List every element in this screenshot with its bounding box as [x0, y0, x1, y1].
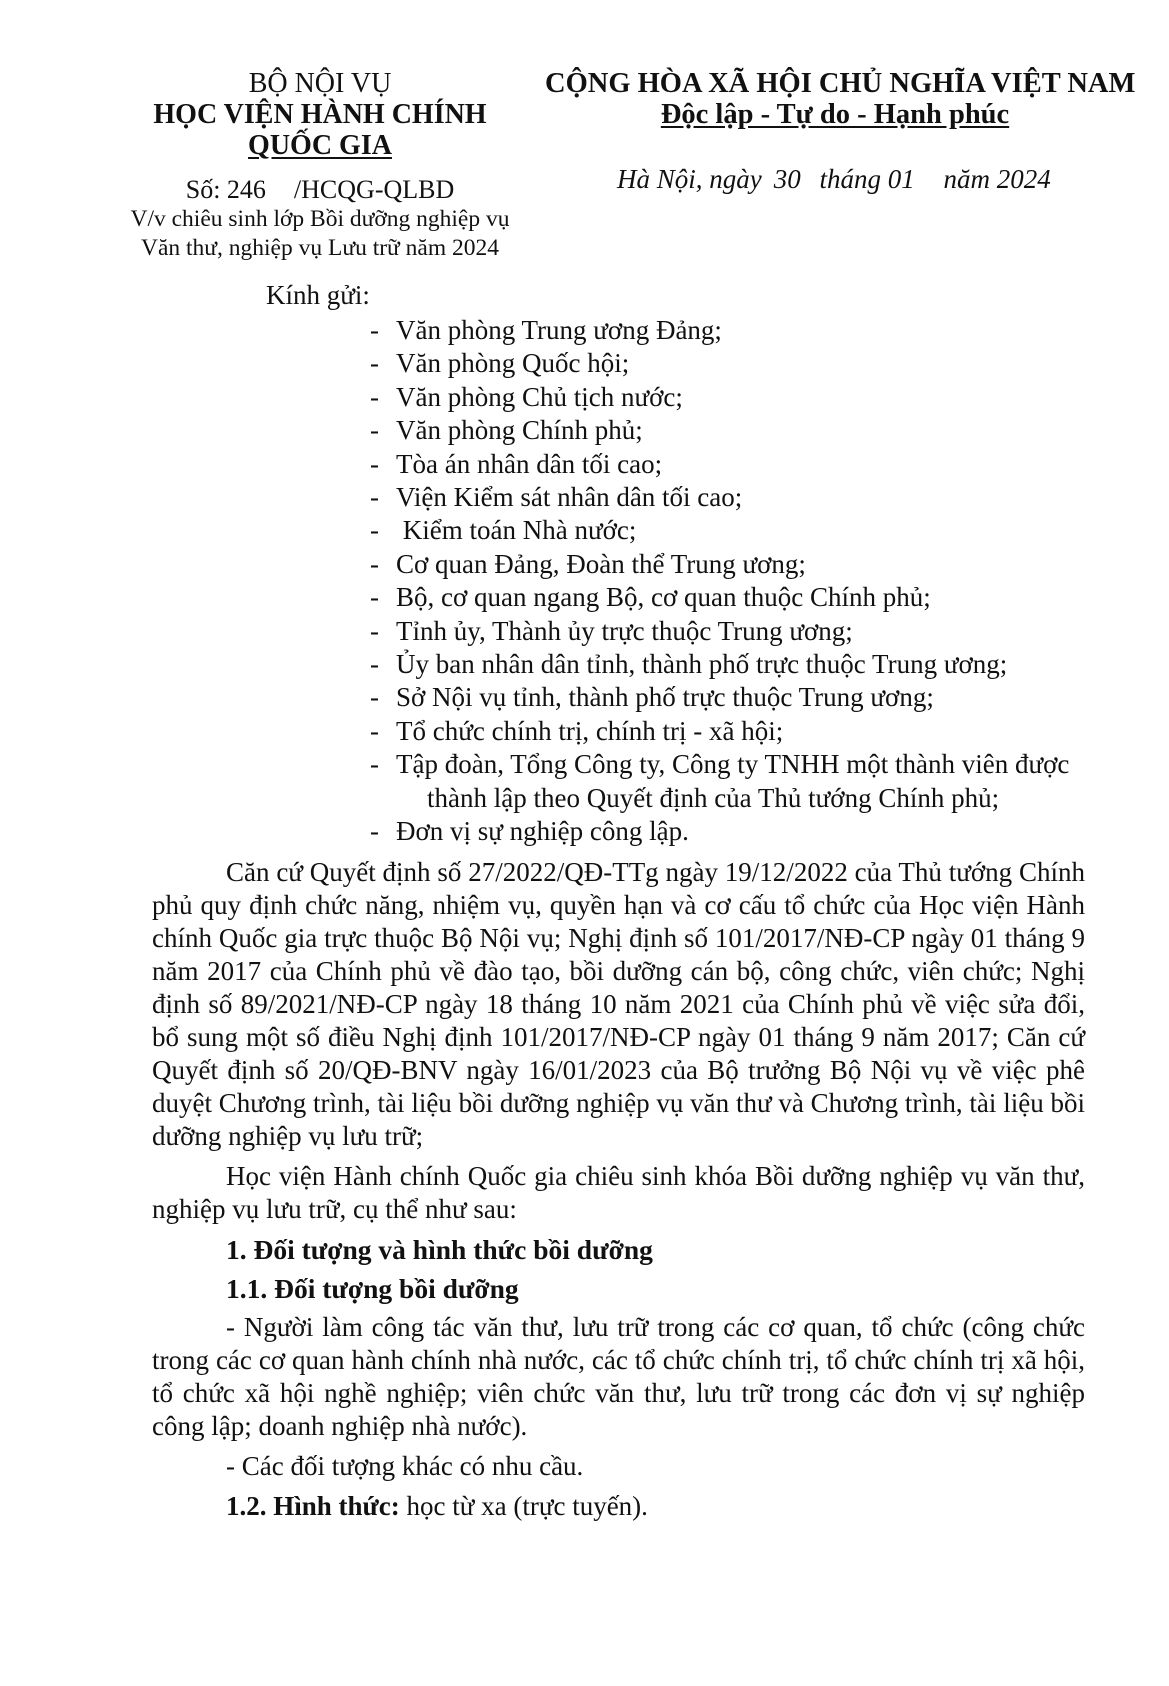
- recipient-item: - Kiểm toán Nhà nước;: [370, 515, 637, 546]
- section-heading-1: 1. Đối tượng và hình thức bồi dưỡng: [226, 1234, 653, 1265]
- training-form-text: học từ xa (trực tuyến).: [399, 1491, 648, 1521]
- agency-name-line2: QUỐC GIA: [248, 130, 392, 161]
- recipient-item: - Văn phòng Chính phủ;: [370, 415, 643, 446]
- ministry-name: BỘ NỘI VỤ: [248, 68, 392, 99]
- national-motto: [545, 99, 1125, 130]
- subject-line2: Văn thư, nghiệp vụ Lưu trữ năm 2024: [140, 235, 500, 261]
- recipient-item-continuation: thành lập theo Quyết định của Thủ tướng Chính phủ;: [427, 782, 1000, 813]
- announcement-paragraph: Học viện Hành chính Quốc gia chiêu sinh khóa Bồi dưỡng nghiệp vụ văn thư, nghiệp vụ lưu trữ, cụ thể như sau:: [152, 1161, 1085, 1224]
- number-label: Số:: [185, 175, 221, 204]
- motto-text: Độc lập - Tự do - Hạnh phúc: [660, 99, 1010, 130]
- recipient-item: - Văn phòng Trung ương Đảng;: [370, 315, 722, 345]
- recipient-item: - Văn phòng Quốc hội;: [370, 348, 630, 379]
- recipient-item: - Bộ, cơ quan ngang Bộ, cơ quan thuộc Chính phủ;: [370, 582, 931, 613]
- date-day: 30: [773, 164, 801, 194]
- agency-name-line1: HỌC VIỆN HÀNH CHÍNH: [153, 99, 487, 130]
- date-year-label: năm: [943, 164, 991, 194]
- recipient-item: - Sở Nội vụ tỉnh, thành phố trực thuộc Trung ương;: [370, 682, 934, 713]
- recipient-item: - Đơn vị sự nghiệp công lập.: [370, 816, 689, 847]
- training-form-line: [152, 1490, 1085, 1523]
- other-participants-paragraph: - Các đối tượng khác có nhu cầu.: [226, 1451, 584, 1481]
- recipient-item: - Tập đoàn, Tổng Công ty, Công ty TNHH một thành viên được thành lập theo Quyết định của Thủ tướng Chính phủ;: [370, 748, 1110, 815]
- date-prefix: Hà Nội, ngày: [617, 164, 762, 194]
- recipient-item: - Tòa án nhân dân tối cao;: [370, 448, 663, 479]
- legal-basis-paragraph: Căn cứ Quyết định số 27/2022/QĐ-TTg ngày 19/12/2022 của Thủ tướng Chính phủ quy định chức năng, nhiệm vụ, quyền hạn và cơ cấu tổ chức của Học viện Hành chính Quốc gia trực thuộc Bộ Nội vụ; Nghị định số 101/2017/NĐ-CP ngày 01 tháng 9 năm 2017 của Chính phủ về đào tạo, bồi dưỡng cán bộ, công chức, viên chức; Nghị định số 89/2021/NĐ-CP ngày 18 tháng 10 năm 2021 của Chính phủ về việc sửa đổi, bổ sung một số điều Nghị định 101/2017/NĐ-CP ngày 01 tháng 9 năm 2017; Căn cứ Quyết định số 20/QĐ-BNV ngày 16/01/2023 của Bộ trưởng Bộ Nội vụ về việc phê duyệt Chương trình, tài liệu bồi dưỡng nghiệp vụ văn thư và Chương trình, tài liệu bồi dưỡng nghiệp vụ lưu trữ;: [152, 857, 1085, 1151]
- recipient-item: - Văn phòng Chủ tịch nước;: [370, 381, 683, 412]
- training-form-label: 1.2. Hình thức:: [226, 1491, 400, 1521]
- recipient-item: - Viện Kiểm sát nhân dân tối cao;: [370, 482, 743, 513]
- salutation: Kính gửi:: [266, 280, 370, 310]
- date-year: 2024: [996, 164, 1051, 194]
- subject-line1: V/v chiêu sinh lớp Bồi dưỡng nghiệp vụ: [130, 206, 510, 232]
- target-participants-paragraph: - Người làm công tác văn thư, lưu trữ trong các cơ quan, tổ chức (công chức trong các cơ quan hành chính nhà nước, các tổ chức chính trị, tổ chức chính trị xã hội, tổ chức xã hội nghề nghiệp; viên chức văn thư, lưu trữ trong các đơn vị sự nghiệp công lập; doanh nghiệp nhà nước).: [152, 1312, 1085, 1441]
- section-heading-1-1: 1.1. Đối tượng bồi dưỡng: [226, 1273, 519, 1304]
- recipient-item: - Ủy ban nhân dân tỉnh, thành phố trực thuộc Trung ương;: [370, 649, 1008, 680]
- number-code: /HCQG-QLBD: [293, 175, 455, 204]
- recipient-item: - Tổ chức chính trị, chính trị - xã hội;: [370, 715, 784, 746]
- document-number: [100, 175, 540, 205]
- issue-date: [617, 164, 1051, 195]
- document-body: [152, 856, 1085, 1530]
- number-value: 246: [226, 175, 266, 204]
- recipient-item: - Cơ quan Đảng, Đoàn thể Trung ương;: [370, 548, 806, 579]
- recipient-item: - Tỉnh ủy, Thành ủy trực thuộc Trung ương;: [370, 615, 853, 646]
- national-header-block: [545, 68, 1136, 130]
- date-month: 01: [887, 164, 915, 194]
- country-name: CỘNG HÒA XÃ HỘI CHỦ NGHĨA VIỆT NAM: [545, 68, 1136, 99]
- date-month-label: tháng: [819, 164, 882, 194]
- issuing-agency-block: [100, 68, 540, 263]
- recipient-list: [370, 314, 1110, 849]
